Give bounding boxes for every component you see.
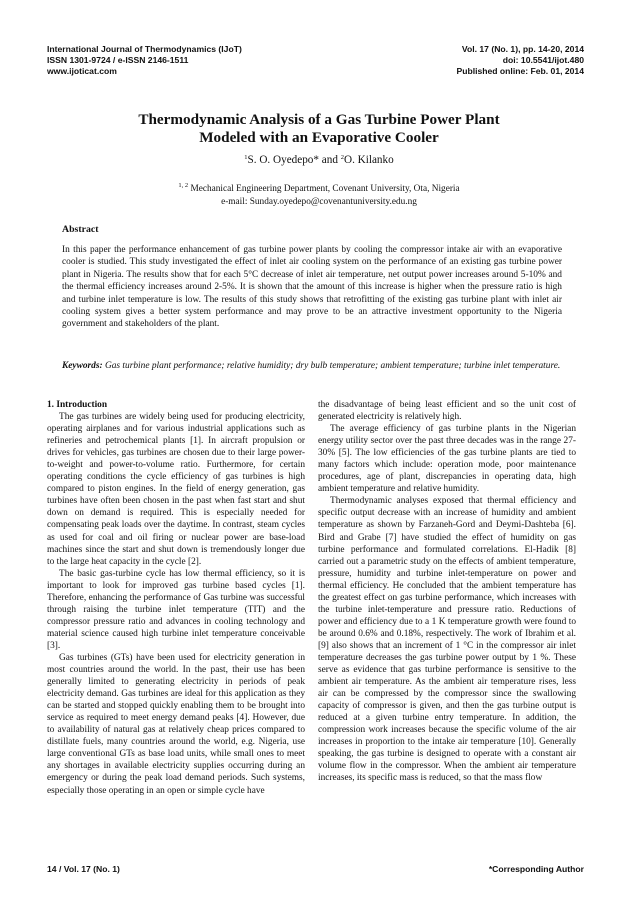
author1-affil-marker: 1 <box>244 154 248 161</box>
left-column <box>47 399 305 797</box>
paragraph: Thermodynamic analyses exposed that thermal efficiency and specific output decrease with an increase of humidity and ambient temperature as shown by Farzaneh-Gord and Deymi-Dashteba [6]. Bird and Grabe [7] have studied the effect of humidity on gas turbine performance and formulated correlations. El-Hadik [8] carried out a parametric study on the effects of ambient temperature, pressure, humidity and turbine inlet-temperature on power and thermal efficiency. He concluded that the ambient temperature has the greatest effect on gas turbine performance, which increases with the turbine inlet-temperature and pressure ratio. Reductions of power and efficiency due to a 1 K temperature growth were found to be around 0.6% and 0.18%, respectively. The work of Ibrahim et al. [9] also shows that an increment of 1 °C in the compressor air inlet temperature decreases the gas turbine power output by 1 %. These serve as evidence that gas turbine performance is sensitive to the ambient air temperature. As the ambient air temperature rises, less air can be compressed by the compressor since the swallowing capacity of compressor is given, and then the gas turbine output is reduced at a given turbine entry temperature. In addition, the compression work increases because the specific volume of the air increases in proportion to the intake air temperature [10]. Generally speaking, the gas turbine is designed to operate with a constant air volume flow in the compressor. When the ambient air temperature increases, its specific mass is reduced, so that the mass flow <box>318 496 576 784</box>
keywords-label: Keywords: <box>62 361 103 371</box>
title-line-1: Thermodynamic Analysis of a Gas Turbine Power Plant <box>138 111 500 128</box>
header-right <box>456 44 584 77</box>
abstract-heading: Abstract <box>62 224 99 235</box>
journal-website[interactable]: www.ijoticat.com <box>47 66 117 76</box>
author-list <box>0 154 638 166</box>
journal-issn: ISSN 1301-9724 / e-ISSN 2146-1511 <box>47 55 189 65</box>
affiliation <box>0 180 638 208</box>
paragraph: The gas turbines are widely being used for producing electricity, operating airplanes and for various industrial applications such as refineries and petrochemical plants [1]. In aircraft propulsion or drives for vehicles, gas turbines are chosen due to their large power-to-weight and power-to-volume ratio. Furthermore, for certain operating conditions the cycle efficiency of gas turbines is high compared to piston engines. In the field of energy generation, gas turbines have often been chosen in the past when fast start and shut down on demand is required. This is especially needed for compensating peak loads over the daytime. In contrast, steam cycles as used for coal and oil firing or nuclear power are base-load machines since the start and shut down is tremendously longer due to the large heat capacity in the cycle [2]. <box>47 412 305 567</box>
affiliation-text: Mechanical Engineering Department, Covenant University, Ota, Nigeria <box>188 184 460 194</box>
abstract-text: In this paper the performance enhancement of gas turbine power plants by cooling the compressor intake air with an evaporative cooler is studied. This study investigated the effect of inlet air cooling system on the performance of an existing gas turbine power plant in Nigeria. The results show that for each 5°C decrease of inlet air temperature, net output power increases around 5-10% and the thermal efficiency increases around 2-5%. It is shown that the amount of this increase is higher when the pressure ratio is high and turbine inlet temperature is low. The results of this study shows that retrofitting of the existing gas turbine plant with inlet air cooling system gives a better system performance and may prove to be an attractive investment opportunity to the Nigeria government and stakeholders of the plant. <box>62 245 562 330</box>
affiliation-marker: 1, 2 <box>178 182 189 189</box>
author-1: S. O. Oyedepo* and <box>247 154 341 166</box>
keywords <box>62 360 562 372</box>
published-date: Published online: Feb. 01, 2014 <box>456 66 584 76</box>
footer-corresponding-note: *Corresponding Author <box>488 864 584 874</box>
section-heading: 1. Introduction <box>47 400 108 410</box>
author-email[interactable]: e-mail: Sunday.oyedepo@covenantuniversity.edu.ng <box>221 196 417 207</box>
doi[interactable]: doi: 10.5541/ijot.480 <box>502 55 584 65</box>
paper-title <box>60 111 578 147</box>
paragraph: The average efficiency of gas turbine plants in the Nigerian energy utility sector over the past three decades was in the range 27-30% [5]. The low efficiencies of the gas turbine plants are tied to many factors which include: operation mode, poor maintenance procedures, age of plant, discrepancies in operating data, high ambient temperature and relative humidity. <box>318 424 576 495</box>
journal-name: International Journal of Thermodynamics (IJoT) <box>47 44 242 54</box>
author2-affil-marker: 2 <box>340 154 344 161</box>
right-column <box>318 399 576 785</box>
paragraph: Gas turbines (GTs) have been used for electricity generation in most countries around the world. In the past, their use has been generally limited to generating electricity in periods of peak electricity demand. Gas turbines are ideal for this application as they can be started and stopped quickly enabling them to be brought into service as required to meet energy demand peaks [4]. However, due to availability of natural gas at relatively cheap prices compared to distillate fuels, many countries around the world, e.g. Nigeria, use large conventional GTs as base load units, while small ones to meet any shortages in available electricity supplies occurring during an emergency or during the peak load demand periods. Such systems, especially those operating in an open or simple cycle have <box>47 652 305 796</box>
footer-page-number: 14 / Vol. 17 (No. 1) <box>47 864 120 874</box>
paragraph: the disadvantage of being least efficient and so the unit cost of generated electricity is relatively high. <box>318 400 576 423</box>
header-left <box>47 44 242 77</box>
paragraph: The basic gas-turbine cycle has low thermal efficiency, so it is important to look for improved gas turbine based cycles [1]. Therefore, enhancing the performance of Gas turbine was successful through raising the turbine inlet temperature (TIT) and the compressor pressure ratio and advances in cooling technology and material science caused high turbine inlet temperature conceivable [3]. <box>47 568 305 651</box>
title-line-2: Modeled with an Evaporative Cooler <box>199 129 439 146</box>
keywords-text: Gas turbine plant performance; relative humidity; dry bulb temperature; ambient temperature; turbine inlet temperature. <box>102 361 561 371</box>
volume-pages: Vol. 17 (No. 1), pp. 14-20, 2014 <box>461 44 584 54</box>
author-2: O. Kilanko <box>344 154 394 166</box>
